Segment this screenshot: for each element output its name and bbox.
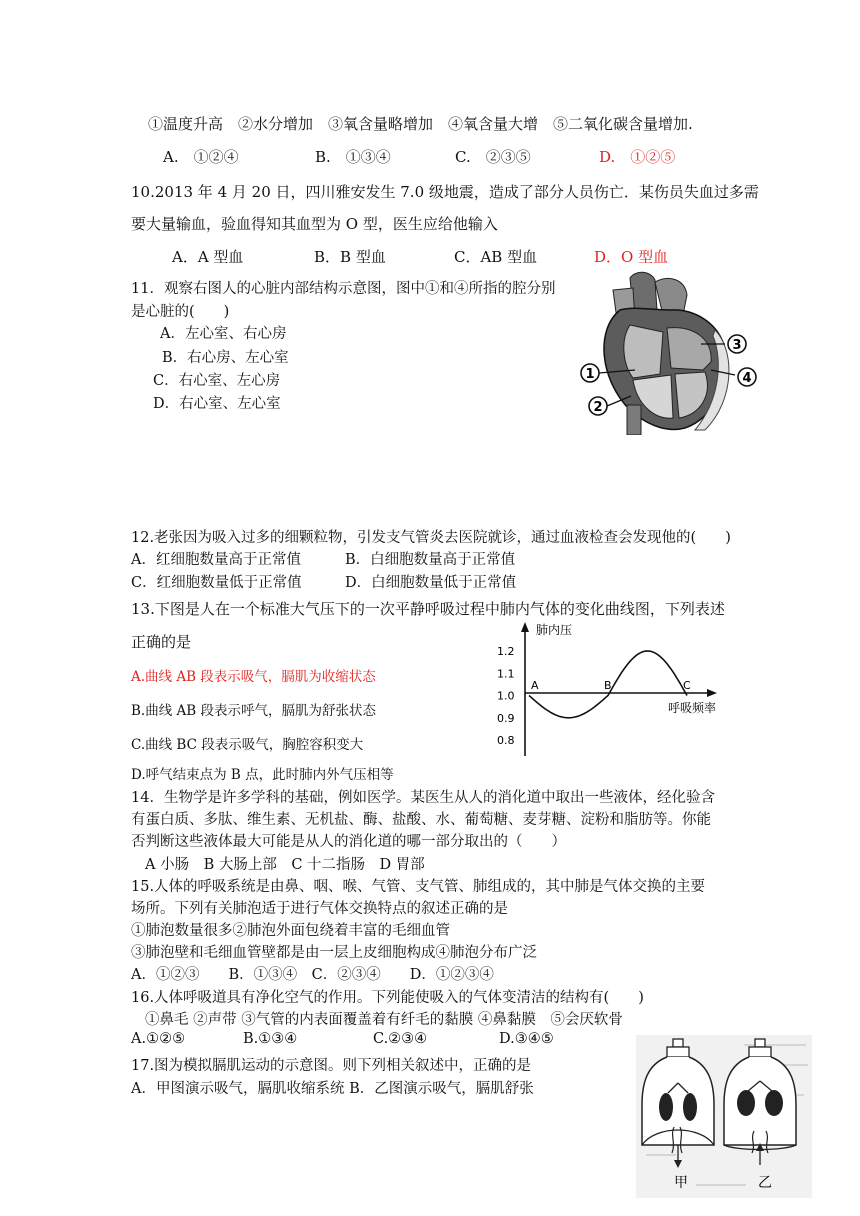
q16-option-c: C.②③④ bbox=[373, 1031, 428, 1047]
q10-option-d-answer: D．O 型血 bbox=[594, 248, 669, 266]
heart-label-4: 4 bbox=[742, 371, 752, 386]
q10-stem-1: 10.2013 年 4 月 20 日，四川雅安发生 7.0 级地震，造成了部分人员伤亡．某伤员失血过多需 bbox=[131, 183, 759, 201]
q15-stem-2: 场所。下列有关肺泡适于进行气体交换特点的叙述正确的是 bbox=[131, 901, 508, 917]
q13-stem-1: 13.下图是人在一个标准大气压下的一次平静呼吸过程中肺内气体的变化曲线图，下列表述 bbox=[131, 600, 725, 618]
q15-options: A．①②③ B．①③④ C．②③④ D．①②③④ bbox=[131, 967, 494, 983]
q9-option-b: B. ①③④ bbox=[315, 148, 391, 166]
q12-options-row-2 bbox=[131, 571, 516, 592]
heart-label-1: 1 bbox=[585, 367, 595, 382]
chart-y-tick-label: 1.2 bbox=[497, 645, 515, 658]
q16-option-a: A.①②⑤ bbox=[131, 1031, 186, 1047]
q14-stem-3: 否判断这些液体最大可能是从人的消化道的哪一部分取出的（ ） bbox=[131, 834, 566, 850]
q12-option-d: D．白细胞数量低于正常值 bbox=[345, 575, 517, 591]
q17-options: A．甲图演示吸气，膈肌收缩系统 B．乙图演示吸气，膈肌舒张 bbox=[131, 1081, 534, 1097]
chart-point-label-a: A bbox=[531, 679, 539, 692]
chart-y-tick-label: 1.0 bbox=[497, 689, 515, 703]
lung-pressure-chart bbox=[495, 620, 725, 760]
q15-stem-1: 15.人体的呼吸系统是由鼻、咽、喉、气管、支气管、肺组成的，其中肺是气体交换的主要 bbox=[131, 879, 706, 895]
q10-stem-2: 要大量输血，验血得知其血型为 O 型，医生应给他输入 bbox=[131, 215, 498, 233]
chart-x-axis-arrow bbox=[707, 689, 717, 697]
q15-line-4: ③肺泡壁和毛细血管壁都是由一层上皮细胞构成④肺泡分布广泛 bbox=[131, 945, 537, 961]
diaphragm-model-figure bbox=[636, 1035, 812, 1198]
q10-option-b: B．B 型血 bbox=[314, 248, 386, 266]
q12-option-a: A．红细胞数量高于正常值 bbox=[131, 552, 301, 568]
q15-line-3: ①肺泡数量很多②肺泡外面包绕着丰富的毛细血管 bbox=[131, 923, 450, 939]
heart-label-3: 3 bbox=[732, 338, 742, 353]
chart-point-label-b: B bbox=[604, 679, 612, 692]
q13-stem-2: 正确的是 bbox=[131, 633, 192, 651]
q10-option-a: A．A 型血 bbox=[172, 248, 244, 266]
jar-label-yi: 乙 bbox=[758, 1175, 772, 1191]
q10-options bbox=[172, 246, 668, 267]
q13-option-b: B.曲线 AB 段表示呼气，膈肌为舒张状态 bbox=[131, 703, 376, 719]
q16-option-d: D.③④⑤ bbox=[499, 1031, 554, 1047]
q11-option-b: B．右心房、左心室 bbox=[162, 350, 289, 366]
q13-option-c: C.曲线 BC 段表示吸气，胸腔容积变大 bbox=[131, 737, 364, 753]
q12-option-b: B．白细胞数量高于正常值 bbox=[345, 552, 516, 568]
q16-stem: 16.人体呼吸道具有净化空气的作用。下列能使吸入的气体变清洁的结构有( ) bbox=[131, 990, 644, 1006]
q17-stem: 17.图为模拟膈肌运动的示意图。则下列相关叙述中，正确的是 bbox=[131, 1058, 532, 1074]
q12-option-c: C．红细胞数量低于正常值 bbox=[131, 575, 302, 591]
q9-items: ①温度升高 ②水分增加 ③氧含量略增加 ④氧含量大增 ⑤二氧化碳含量增加. bbox=[148, 115, 693, 133]
q10-option-c: C．AB 型血 bbox=[454, 248, 538, 266]
q12-options-row-1 bbox=[131, 548, 515, 569]
q13-option-d: D.呼气结束点为 B 点，此时肺内外气压相等 bbox=[131, 767, 394, 783]
q9-option-a: A. ①②④ bbox=[163, 148, 239, 166]
q11-stem-1: 11．观察右图人的心脏内部结构示意图，图中①和④所指的腔分别 bbox=[131, 281, 556, 297]
heart-label-2: 2 bbox=[593, 400, 603, 415]
q11-option-a: A．左心室、右心房 bbox=[160, 326, 287, 342]
heart-diagram bbox=[575, 270, 765, 435]
q14-options: A 小肠 B 大肠上部 C 十二指肠 D 胃部 bbox=[145, 857, 425, 873]
q11-stem-2: 是心脏的( ) bbox=[131, 304, 230, 320]
q9-option-c: C. ②③⑤ bbox=[455, 148, 531, 166]
chart-ylabel: 肺内压 bbox=[536, 623, 573, 637]
chart-xlabel: 呼吸频率 bbox=[668, 701, 717, 715]
q14-stem-2: 有蛋白质、多肽、维生素、无机盐、酶、盐酸、水、葡萄糖、麦芽糖、淀粉和脂肪等。你能 bbox=[131, 812, 711, 828]
q14-stem-1: 14．生物学是许多学科的基础，例如医学。某医生从人的消化道中取出一些液体，经化验含 bbox=[131, 790, 715, 806]
q16-items: ①鼻毛 ②声带 ③气管的内表面覆盖着有纤毛的黏膜 ④鼻黏膜 ⑤会厌软骨 bbox=[145, 1012, 623, 1028]
chart-y-tick-label: 0.8 bbox=[497, 734, 515, 747]
q16-options bbox=[131, 1031, 554, 1047]
jar-label-jia: 甲 bbox=[674, 1175, 688, 1191]
q13-option-a-answer: A.曲线 AB 段表示吸气，膈肌为收缩状态 bbox=[131, 669, 376, 685]
chart-y-tick-label: 1.1 bbox=[497, 667, 515, 681]
q12-stem: 12.老张因为吸入过多的细颗粒物，引发支气管炎去医院就诊，通过血液检查会发现他的( ) bbox=[131, 530, 731, 546]
q16-option-b: B.①③④ bbox=[243, 1031, 298, 1047]
q11-option-d: D．右心室、左心室 bbox=[153, 396, 281, 412]
chart-point-label-c: C bbox=[683, 679, 691, 692]
q9-option-d-answer: D. ①②⑤ bbox=[599, 148, 676, 166]
chart-y-axis-arrow bbox=[521, 622, 529, 632]
chart-y-tick-label: 0.9 bbox=[497, 711, 515, 725]
q9-options bbox=[163, 146, 675, 167]
q11-option-c: C．右心室、左心房 bbox=[153, 373, 281, 389]
